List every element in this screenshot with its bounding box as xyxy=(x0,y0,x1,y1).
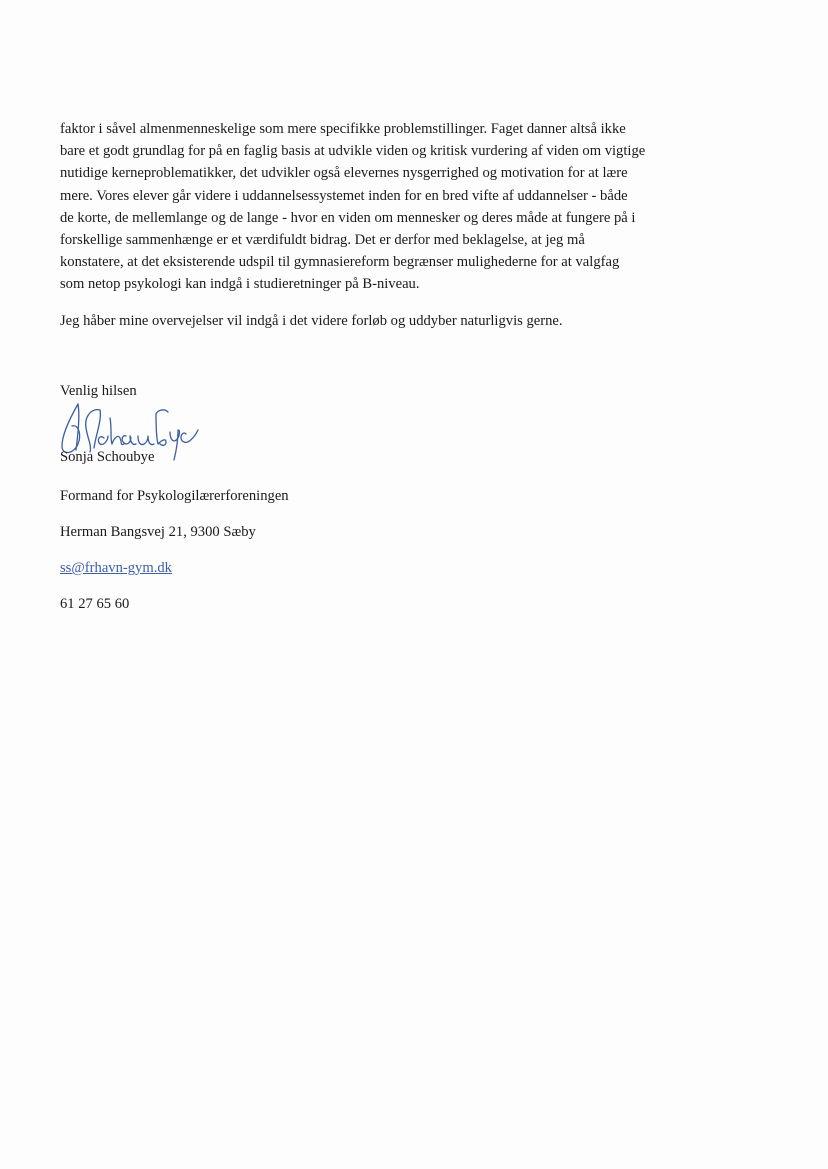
body-line: nutidige kerneproblematikker, det udvikler også elevernes nysgerrighed og motivation for at lære xyxy=(60,165,628,182)
email-link[interactable]: ss@frhavn-gym.dk xyxy=(60,560,172,576)
body-line: faktor i såvel almenmenneskelige som mere specifikke problemstillinger. Faget danner altså ikke xyxy=(60,121,626,137)
greeting: Venlig hilsen xyxy=(60,383,137,399)
body-line: forskellige sammenhænge er et værdifuldt bidrag. Det er derfor med beklagelse, at jeg må xyxy=(60,232,585,249)
body-line: bare et godt grundlag for på en faglig basis at udvikle viden og kritisk vurdering af viden om vigtige xyxy=(60,143,646,160)
body-line: som netop psykologi kan indgå i studieretninger på B-niveau. xyxy=(60,276,420,293)
signer-role: Formand for Psykologilærerforeningen xyxy=(60,488,289,504)
signer-name: Sonja Schoubye xyxy=(60,449,155,465)
letter-body xyxy=(60,118,740,296)
body-line: de korte, de mellemlange og de lange - hvor en viden om mennesker og deres måde at fungere på i xyxy=(60,209,636,226)
body-line: mere. Vores elever går videre i uddannelsessystemet inden for en bred vifte af uddannelser - både xyxy=(60,187,628,204)
closing-paragraph: Jeg håber mine overvejelser vil indgå i det videre forløb og uddyber naturligvis gerne. xyxy=(60,313,563,329)
body-line: konstatere, at det eksisterende udspil til gymnasiereform begrænser mulighederne for at valgfag xyxy=(60,254,620,271)
phone-number: 61 27 65 60 xyxy=(60,596,130,612)
signer-address: Herman Bangsvej 21, 9300 Sæby xyxy=(60,524,256,540)
